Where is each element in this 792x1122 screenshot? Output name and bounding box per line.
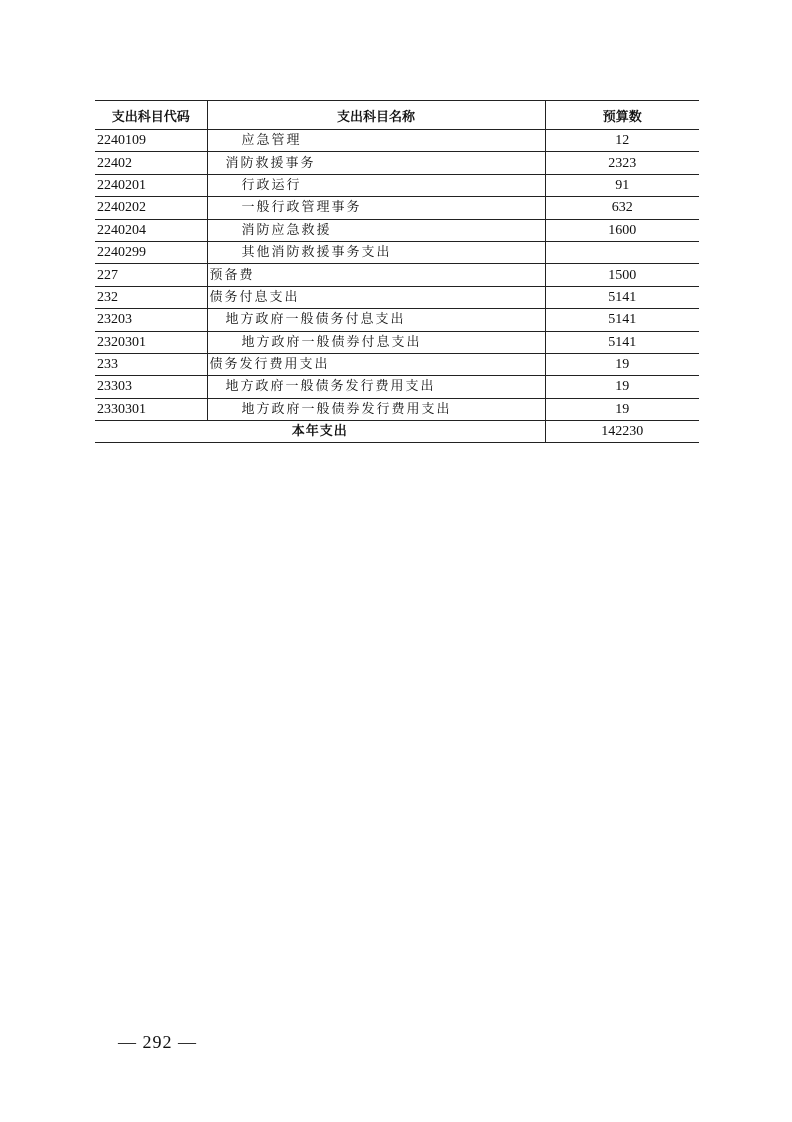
row-amount: 5141 bbox=[545, 286, 699, 308]
row-code: 2240299 bbox=[95, 241, 207, 263]
total-row bbox=[95, 421, 699, 443]
row-name: 债务付息支出 bbox=[207, 286, 545, 308]
table-row bbox=[95, 398, 699, 420]
header-amount: 预算数 bbox=[545, 101, 699, 130]
row-code: 2240204 bbox=[95, 219, 207, 241]
row-amount: 632 bbox=[545, 197, 699, 219]
budget-expenditure-table bbox=[95, 100, 699, 443]
table-row bbox=[95, 174, 699, 196]
row-code: 2330301 bbox=[95, 398, 207, 420]
row-amount: 19 bbox=[545, 398, 699, 420]
row-amount: 19 bbox=[545, 353, 699, 375]
row-code: 2240202 bbox=[95, 197, 207, 219]
total-label: 本年支出 bbox=[95, 421, 545, 443]
total-amount: 142230 bbox=[545, 421, 699, 443]
header-code: 支出科目代码 bbox=[95, 101, 207, 130]
row-amount bbox=[545, 241, 699, 263]
row-name: 消防救援事务 bbox=[207, 152, 545, 174]
table-row bbox=[95, 286, 699, 308]
table-header-row bbox=[95, 101, 699, 130]
row-name: 行政运行 bbox=[207, 174, 545, 196]
table-row bbox=[95, 152, 699, 174]
row-name: 地方政府一般债务发行费用支出 bbox=[207, 376, 545, 398]
row-amount: 2323 bbox=[545, 152, 699, 174]
row-name: 地方政府一般债券发行费用支出 bbox=[207, 398, 545, 420]
row-amount: 91 bbox=[545, 174, 699, 196]
table-row bbox=[95, 309, 699, 331]
table-body bbox=[95, 130, 699, 443]
row-amount: 12 bbox=[545, 130, 699, 152]
row-name: 债务发行费用支出 bbox=[207, 353, 545, 375]
row-amount: 19 bbox=[545, 376, 699, 398]
row-amount: 1500 bbox=[545, 264, 699, 286]
row-code: 227 bbox=[95, 264, 207, 286]
row-name: 地方政府一般债务付息支出 bbox=[207, 309, 545, 331]
table-row bbox=[95, 197, 699, 219]
table-row bbox=[95, 331, 699, 353]
header-name: 支出科目名称 bbox=[207, 101, 545, 130]
row-code: 2320301 bbox=[95, 331, 207, 353]
row-name: 其他消防救援事务支出 bbox=[207, 241, 545, 263]
row-amount: 5141 bbox=[545, 331, 699, 353]
table-row bbox=[95, 353, 699, 375]
row-code: 233 bbox=[95, 353, 207, 375]
row-amount: 1600 bbox=[545, 219, 699, 241]
table-row bbox=[95, 219, 699, 241]
row-name: 预备费 bbox=[207, 264, 545, 286]
row-code: 23203 bbox=[95, 309, 207, 331]
row-name: 一般行政管理事务 bbox=[207, 197, 545, 219]
row-code: 232 bbox=[95, 286, 207, 308]
row-name: 应急管理 bbox=[207, 130, 545, 152]
row-code: 22402 bbox=[95, 152, 207, 174]
table-row bbox=[95, 130, 699, 152]
row-code: 2240201 bbox=[95, 174, 207, 196]
row-name: 消防应急救援 bbox=[207, 219, 545, 241]
table-row bbox=[95, 376, 699, 398]
table-row bbox=[95, 264, 699, 286]
row-amount: 5141 bbox=[545, 309, 699, 331]
page-number: — 292 — bbox=[118, 1032, 197, 1052]
table-row bbox=[95, 241, 699, 263]
row-code: 23303 bbox=[95, 376, 207, 398]
row-code: 2240109 bbox=[95, 130, 207, 152]
row-name: 地方政府一般债券付息支出 bbox=[207, 331, 545, 353]
